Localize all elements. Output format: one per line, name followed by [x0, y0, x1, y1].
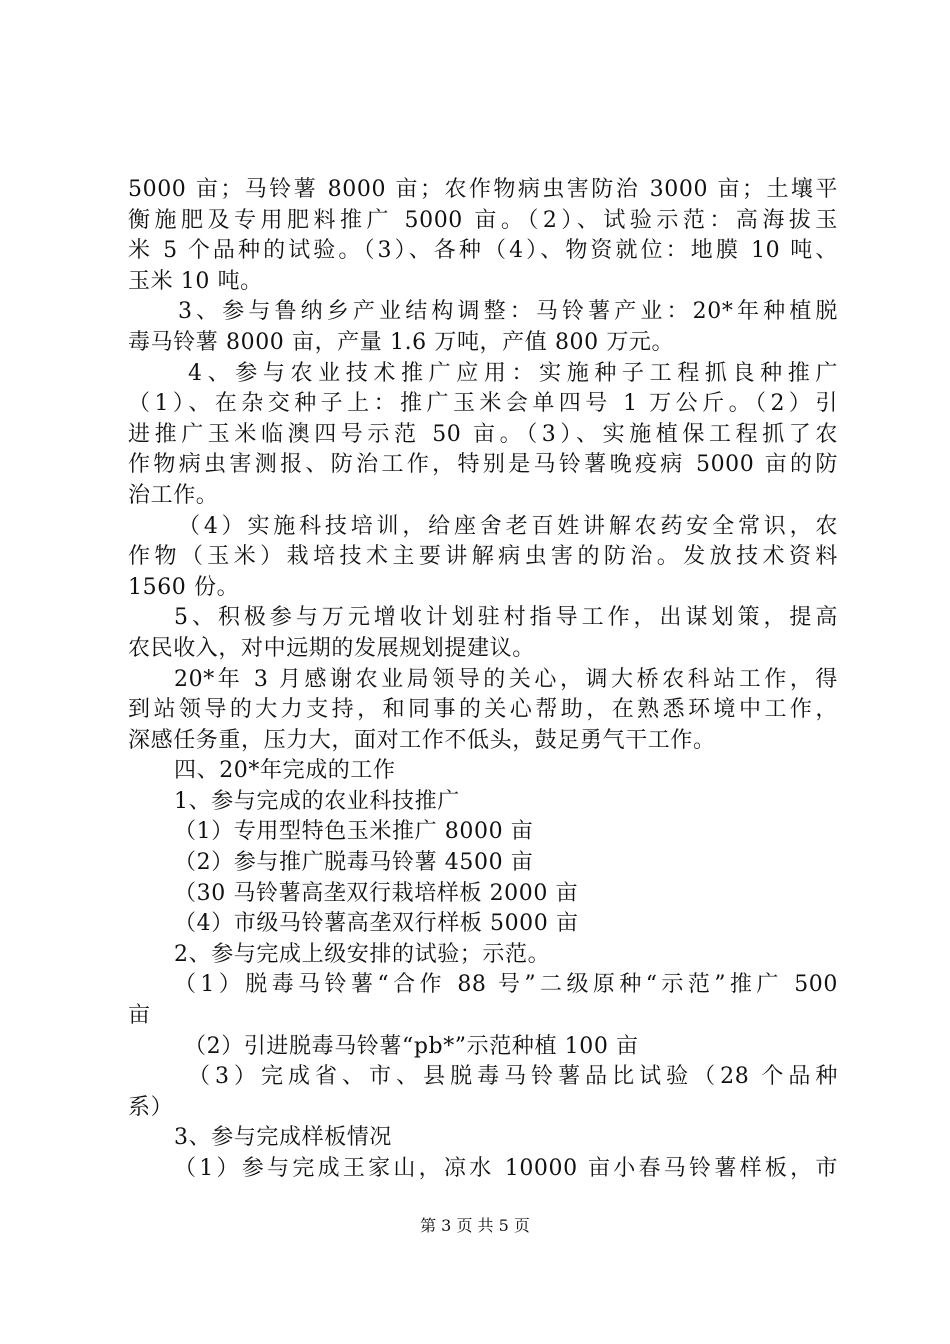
text-line: 玉米 10 吨。: [128, 268, 263, 294]
text-line: 农民收入，对中远期的发展规划提建议。: [128, 635, 535, 661]
text-line: 四、20*年完成的工作: [174, 758, 396, 784]
text-line: 毒马铃薯 8000 亩，产量 1.6 万吨，产值 800 万元。: [128, 329, 675, 355]
text-line: 3、参与鲁纳乡产业结构调整：马铃薯产业：20*年种植脱: [178, 299, 838, 325]
text-line: （1）、在杂交种子上：推广玉米会单四号 1 万公斤。（2）引: [128, 391, 838, 417]
text-line: 5000 亩；马铃薯 8000 亩；农作物病虫害防治 3000 亩；土壤平: [128, 177, 838, 202]
document-body: [128, 175, 838, 1185]
text-line: 2、参与完成上级安排的试验；示范。: [174, 941, 551, 967]
text-line: （1）参与完成王家山，凉水 10000 亩小春马铃薯样板，市: [174, 1156, 838, 1181]
text-line: 到站领导的大力支持，和同事的关心帮助，在熟悉环境中工作，: [128, 697, 838, 723]
text-line: 5、积极参与万元增收计划驻村指导工作，出谋划策，提高: [174, 605, 838, 631]
text-line: 20*年 3 月感谢农业局领导的关心，调大桥农科站工作，得: [174, 666, 838, 692]
text-line: 进推广玉米临澳四号示范 50 亩。（3）、实施植保工程抓了农: [128, 421, 838, 447]
page-footer: 第 3 页 共 5 页: [420, 1216, 530, 1235]
text-line: 衡施肥及专用肥料推广 5000 亩。（2）、试验示范：高海拔玉: [128, 207, 838, 233]
text-line: （1）脱毒马铃薯“合作 88 号”二级原种“示范”推广 500: [174, 972, 838, 998]
text-line: （2）引进脱毒马铃薯“pb*”示范种植 100 亩: [184, 1033, 639, 1059]
text-line: （30 马铃薯高垄双行栽培样板 2000 亩: [174, 880, 579, 906]
text-line: （1）专用型特色玉米推广 8000 亩: [174, 819, 534, 845]
text-line: （4）市级马铃薯高垄双行样板 5000 亩: [174, 911, 579, 937]
text-line: 亩: [128, 1003, 151, 1029]
text-line: 作物（玉米）栽培技术主要讲解病虫害的防治。发放技术资料: [128, 544, 838, 570]
text-line: 3、参与完成样板情况: [174, 1125, 392, 1151]
text-line: 治工作。: [128, 482, 219, 508]
text-line: （4）实施科技培训，给座舍老百姓讲解农药安全常识，农: [178, 513, 838, 539]
text-line: 1560 份。: [128, 574, 240, 600]
text-line: 1、参与完成的农业科技推广: [174, 788, 460, 814]
text-line: 深感任务重，压力大，面对工作不低头，鼓足勇气干工作。: [128, 727, 716, 753]
text-line: 米 5 个品种的试验。（3）、各种（4）、物资就位：地膜 10 吨、: [128, 238, 838, 264]
text-line: （3）完成省、市、县脱毒马铃薯品比试验（28 个品种: [188, 1064, 838, 1090]
text-line: 系）: [128, 1094, 174, 1120]
text-line: （2）参与推广脱毒马铃薯 4500 亩: [174, 850, 534, 876]
text-line: 作物病虫害测报、防治工作，特别是马铃薯晚疫病 5000 亩的防: [128, 452, 838, 478]
text-line: 4、参与农业技术推广应用：实施种子工程抓良种推广: [188, 360, 838, 386]
